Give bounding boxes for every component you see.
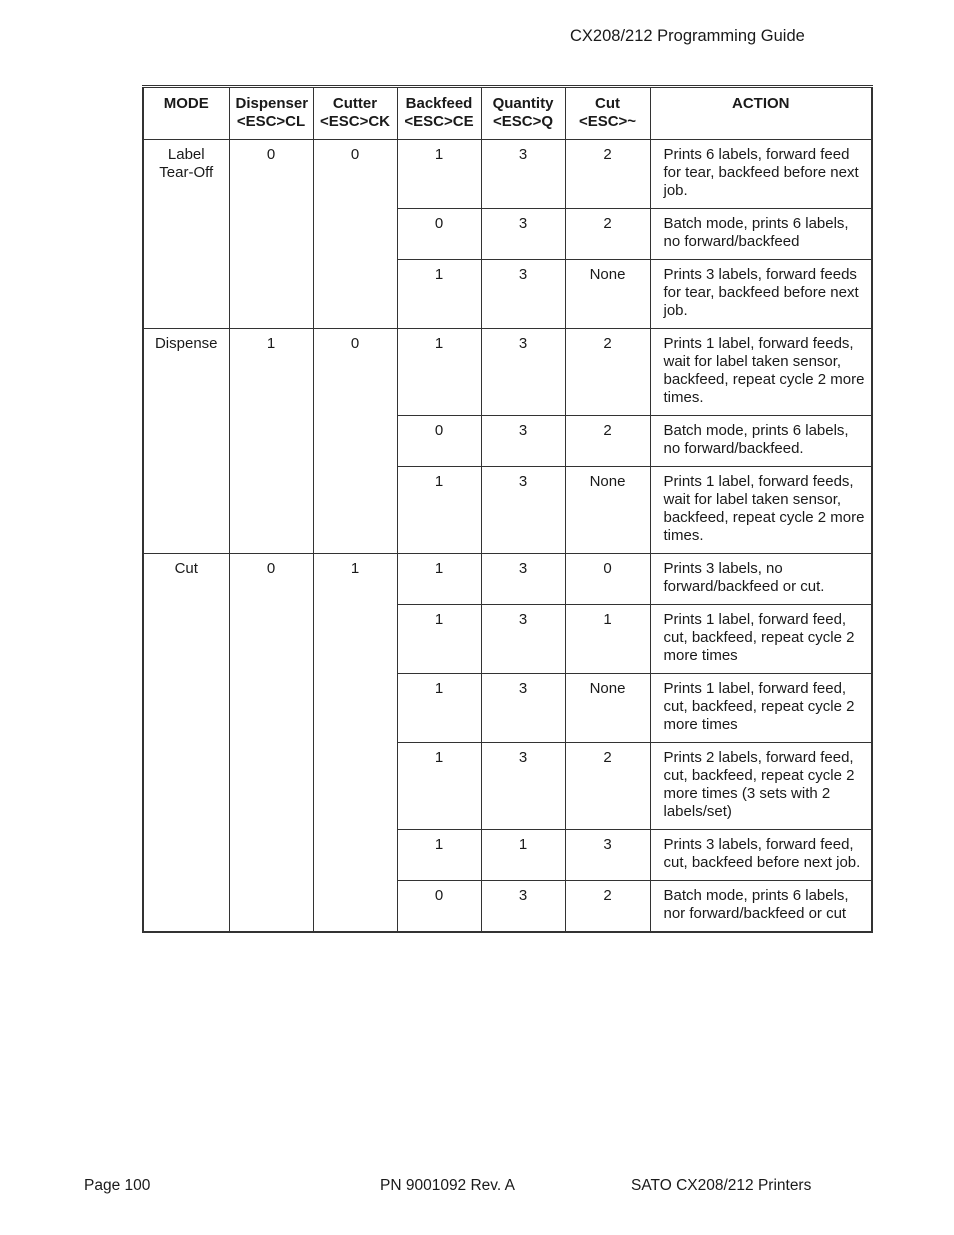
col-header-action (650, 87, 872, 140)
running-header: CX208/212 Programming Guide (570, 27, 805, 45)
header-text: MODE (163, 95, 209, 112)
quantity-cell: 3 (481, 260, 565, 329)
mode-cell: Dispense (143, 329, 229, 554)
quantity-cell: 3 (481, 743, 565, 830)
mode-cell: Label Tear-Off (143, 140, 229, 329)
cut-cell: 2 (565, 209, 650, 260)
action-cell: Prints 1 label, forward feeds, wait for label taken sensor, backfeed, repeat cycle 2 more times. (650, 467, 872, 554)
quantity-cell: 3 (481, 554, 565, 605)
quantity-cell: 3 (481, 329, 565, 416)
backfeed-cell: 1 (397, 554, 481, 605)
quantity-cell: 3 (481, 467, 565, 554)
table-row (143, 554, 872, 605)
col-header-backfeed (397, 87, 481, 140)
table-header-row (143, 87, 872, 140)
col-header-cutter (313, 87, 397, 140)
table-body (143, 140, 872, 933)
backfeed-cell: 1 (397, 674, 481, 743)
backfeed-cell: 1 (397, 743, 481, 830)
mode-cell: Cut (143, 554, 229, 933)
dispenser-cell: 1 (229, 329, 313, 554)
action-cell: Prints 3 labels, no forward/backfeed or cut. (650, 554, 872, 605)
col-header-mode (143, 87, 229, 140)
action-cell: Prints 1 label, forward feeds, wait for label taken sensor, backfeed, repeat cycle 2 more times. (650, 329, 872, 416)
backfeed-cell: 0 (397, 881, 481, 933)
backfeed-cell: 1 (397, 140, 481, 209)
backfeed-cell: 0 (397, 416, 481, 467)
col-header-dispenser (229, 87, 313, 140)
cut-cell: 2 (565, 881, 650, 933)
action-cell: Prints 3 labels, forward feed, cut, backfeed before next job. (650, 830, 872, 881)
footer-part-number: PN 9001092 Rev. A (380, 1177, 515, 1194)
table-row (143, 329, 872, 416)
cut-cell: None (565, 467, 650, 554)
quantity-cell: 3 (481, 140, 565, 209)
action-cell: Batch mode, prints 6 labels, no forward/backfeed (650, 209, 872, 260)
action-cell: Prints 6 labels, forward feed for tear, backfeed before next job. (650, 140, 872, 209)
backfeed-cell: 1 (397, 830, 481, 881)
mode-settings-table (142, 85, 873, 933)
footer-product-name: SATO CX208/212 Printers (631, 1177, 812, 1194)
quantity-cell: 3 (481, 416, 565, 467)
action-cell: Batch mode, prints 6 labels, nor forward/backfeed or cut (650, 881, 872, 933)
cut-cell: None (565, 674, 650, 743)
header-text: Cut <ESC>~ (578, 95, 637, 130)
cutter-cell: 0 (313, 329, 397, 554)
cut-cell: 3 (565, 830, 650, 881)
backfeed-cell: 1 (397, 605, 481, 674)
header-text: Cutter <ESC>CK (319, 95, 391, 130)
cut-cell: 2 (565, 140, 650, 209)
quantity-cell: 1 (481, 830, 565, 881)
quantity-cell: 3 (481, 674, 565, 743)
action-cell: Batch mode, prints 6 labels, no forward/backfeed. (650, 416, 872, 467)
quantity-cell: 3 (481, 881, 565, 933)
cut-cell: 2 (565, 416, 650, 467)
cut-cell: 2 (565, 329, 650, 416)
cut-cell: 2 (565, 743, 650, 830)
footer-page-number: Page 100 (84, 1177, 151, 1194)
quantity-cell: 3 (481, 209, 565, 260)
action-cell: Prints 3 labels, forward feeds for tear, backfeed before next job. (650, 260, 872, 329)
dispenser-cell: 0 (229, 554, 313, 933)
backfeed-cell: 1 (397, 260, 481, 329)
quantity-cell: 3 (481, 605, 565, 674)
action-cell: Prints 2 labels, forward feed, cut, backfeed, repeat cycle 2 more times (3 sets with 2 labels/set) (650, 743, 872, 830)
dispenser-cell: 0 (229, 140, 313, 329)
action-cell: Prints 1 label, forward feed, cut, backfeed, repeat cycle 2 more times (650, 674, 872, 743)
header-text: Quantity <ESC>Q (492, 95, 554, 130)
action-cell: Prints 1 label, forward feed, cut, backfeed, repeat cycle 2 more times (650, 605, 872, 674)
col-header-quantity (481, 87, 565, 140)
cutter-cell: 0 (313, 140, 397, 329)
cut-cell: 1 (565, 605, 650, 674)
cut-cell: 0 (565, 554, 650, 605)
header-text: Dispenser <ESC>CL (235, 95, 309, 130)
backfeed-cell: 0 (397, 209, 481, 260)
backfeed-cell: 1 (397, 329, 481, 416)
cutter-cell: 1 (313, 554, 397, 933)
table-row (143, 140, 872, 209)
col-header-cut (565, 87, 650, 140)
header-text: Backfeed <ESC>CE (404, 95, 474, 130)
header-text: ACTION (732, 95, 790, 112)
backfeed-cell: 1 (397, 467, 481, 554)
cut-cell: None (565, 260, 650, 329)
